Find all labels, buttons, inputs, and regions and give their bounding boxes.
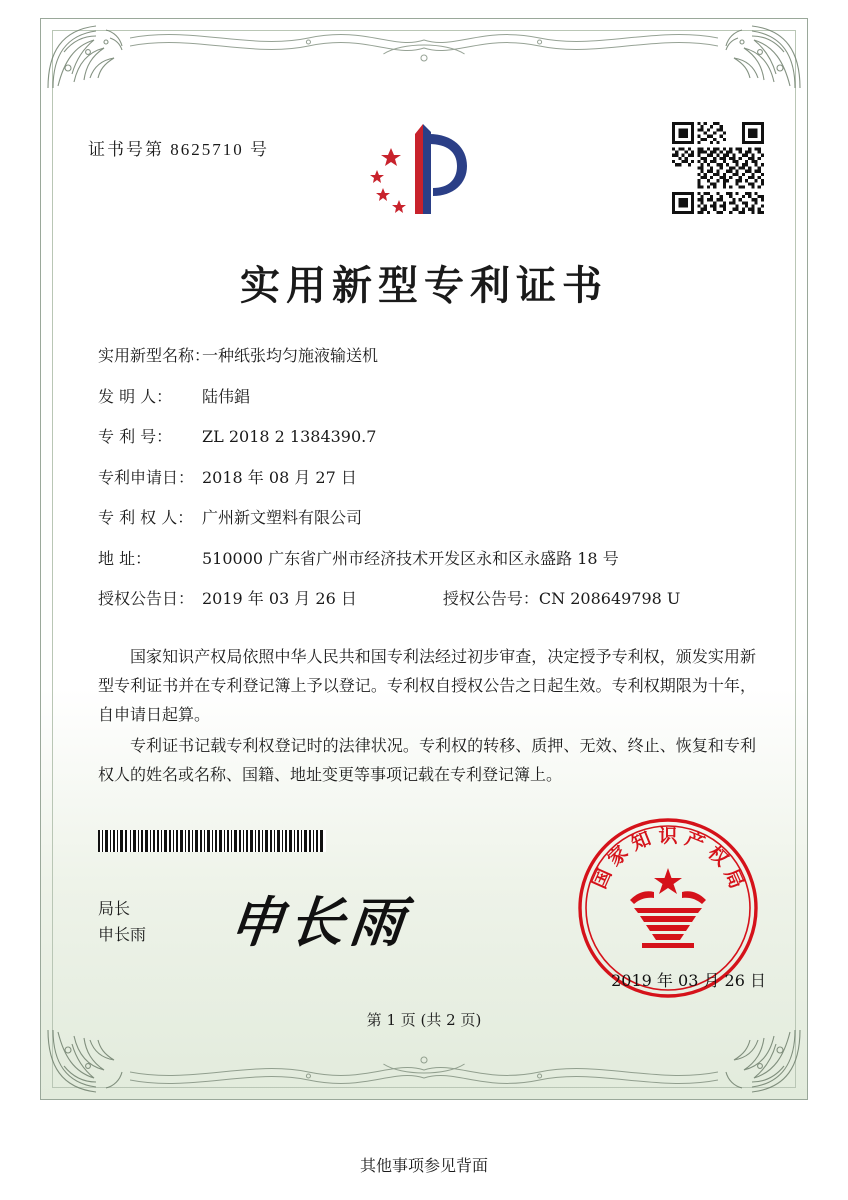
seal-date: 2019 年 03 月 26 日 [611, 971, 766, 990]
field-row-grant [98, 591, 760, 607]
field-label-grant-number: 授权公告号： [442, 589, 539, 608]
certificate-content [52, 30, 796, 1088]
field-label-grant-date: 授权公告日： [98, 589, 195, 608]
page-number: 第 1 页 (共 2 页) [366, 1011, 482, 1029]
field-label-address: 地 址： [98, 548, 152, 568]
field-label-application-date: 专利申请日： [98, 467, 195, 487]
qr-code [672, 122, 764, 214]
field-row-name [98, 348, 760, 364]
signature-block [98, 896, 146, 948]
field-value-grant-number: CN 208649798 U [538, 589, 681, 608]
legal-paragraph-2: 专利证书记载专利权登记时的法律状况。专利权的转移、质押、无效、终止、恢复和专利权人的姓名或名称、国籍、地址变更等事项记载在专利登记簿上。 [98, 736, 756, 784]
svg-text:知: 知 [628, 827, 654, 856]
field-value-inventor: 陆伟錩 [202, 386, 251, 406]
field-value-application-date: 2018 年 08 月 27 日 [202, 467, 357, 487]
field-value-patentee: 广州新文塑料有限公司 [202, 508, 363, 527]
field-value-grant-date: 2019 年 03 月 26 日 [202, 589, 357, 608]
certificate-number: 证书号第 8625710 号 [88, 140, 269, 159]
field-row-patent-number [98, 429, 760, 445]
legal-paragraph-1: 国家知识产权局依照中华人民共和国专利法经过初步审查，决定授予专利权，颁发实用新型专利证书并在专利登记簿上予以登记。专利权自授权公告之日起生效。专利权期限为十年，自申请日起算。 [98, 647, 756, 724]
svg-text:家: 家 [603, 841, 633, 871]
field-row-patentee [98, 510, 760, 526]
field-value-patent-number: ZL 2018 2 1384390.7 [202, 427, 377, 446]
field-value-address: 510000 广东省广州市经济技术开发区永和区永盛路 18 号 [202, 548, 619, 568]
svg-text:局: 局 [719, 865, 748, 892]
svg-text:产: 产 [682, 827, 708, 856]
barcode [98, 830, 326, 852]
svg-text:国: 国 [588, 865, 617, 892]
field-label-name: 实用新型名称： [98, 346, 211, 365]
field-label-patentee: 专 利 权 人： [98, 508, 194, 527]
field-row-inventor [98, 386, 760, 406]
signature-role: 局长 [98, 899, 131, 918]
field-label-patent-number: 专 利 号： [98, 427, 173, 446]
field-value-name: 一种纸张均匀施液输送机 [202, 346, 379, 365]
handwritten-signature: 申长雨 [226, 890, 413, 954]
signature-name: 申长雨 [98, 925, 147, 944]
svg-text:识: 识 [658, 825, 678, 847]
cnipa-logo [349, 118, 499, 233]
footnote: 其他事项参见背面 [359, 1156, 488, 1175]
page-title: 实用新型专利证书 [240, 262, 608, 309]
field-list [98, 348, 760, 632]
svg-text:权: 权 [703, 841, 733, 871]
field-row-application-date [98, 467, 760, 487]
legal-text [98, 642, 756, 791]
field-label-inventor: 发 明 人： [98, 386, 173, 406]
field-row-address [98, 548, 760, 568]
